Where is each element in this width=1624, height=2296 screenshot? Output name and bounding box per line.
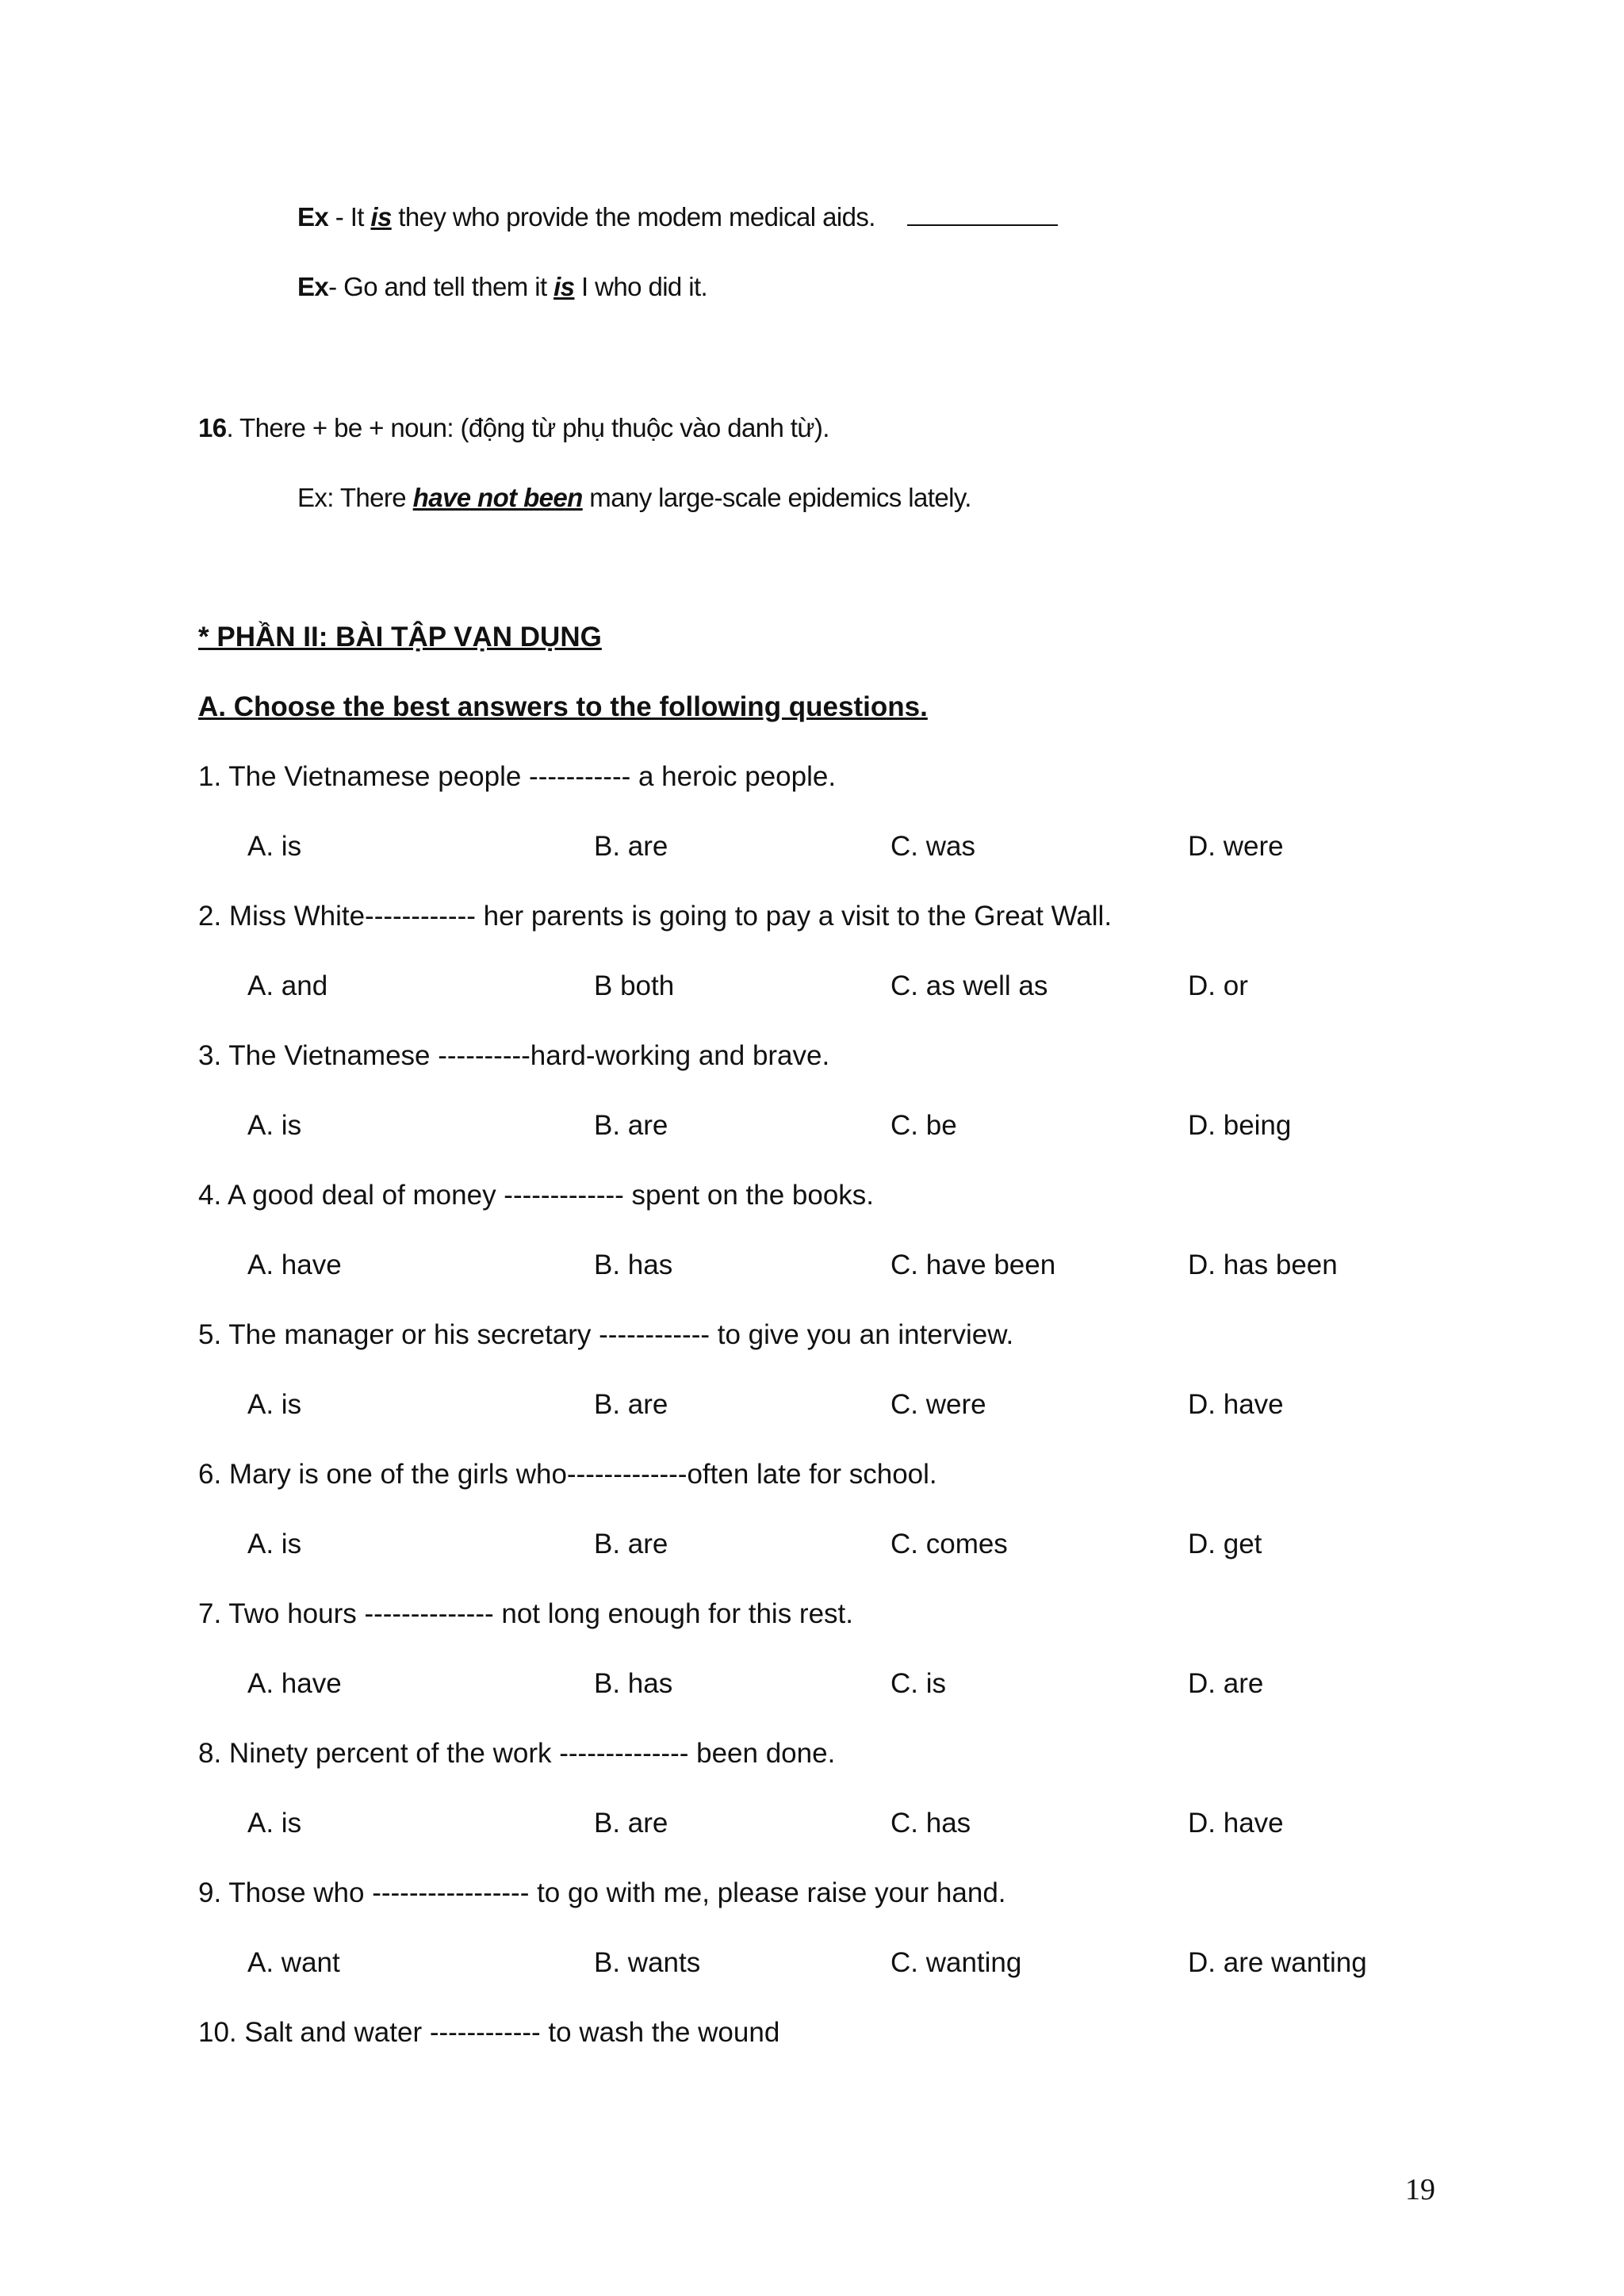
option-c: C. has	[891, 1808, 971, 1839]
option-a: A. have	[247, 1668, 342, 1699]
question-9: 9. Those who ----------------- to go with me, please raise your hand.	[198, 1877, 1006, 1908]
option-a: A. is	[247, 1110, 302, 1141]
option-c: C. be	[891, 1110, 957, 1141]
page-number: 19	[1405, 2173, 1435, 2206]
option-b: B. are	[594, 1110, 668, 1141]
option-d: D. has been	[1188, 1249, 1338, 1280]
question-5: 5. The manager or his secretary ------------ to give you an interview.	[198, 1319, 1014, 1350]
option-c: C. were	[891, 1389, 986, 1420]
example-verb: is	[553, 272, 575, 301]
option-d: D. have	[1188, 1808, 1284, 1839]
option-d: D. have	[1188, 1389, 1284, 1420]
option-c: C. was	[891, 831, 975, 862]
option-c: C. comes	[891, 1529, 1008, 1559]
example-line-2	[297, 270, 707, 304]
option-d: D. or	[1188, 970, 1248, 1001]
option-a: A. is	[247, 831, 302, 862]
question-6: 6. Mary is one of the girls who-------------often late for school.	[198, 1459, 937, 1490]
option-c: C. wanting	[891, 1947, 1022, 1978]
example-label: Ex	[297, 202, 329, 232]
option-a: A. is	[247, 1389, 302, 1420]
option-a: A. is	[247, 1808, 302, 1839]
option-c: C. as well as	[891, 970, 1048, 1001]
option-b: B. has	[594, 1668, 673, 1699]
answer-blank	[907, 201, 1058, 226]
option-b: B both	[594, 970, 675, 1001]
option-b: B. are	[594, 1529, 668, 1559]
rule-number: 16	[198, 413, 227, 442]
option-b: B. wants	[594, 1947, 701, 1978]
option-b: B. has	[594, 1249, 673, 1280]
example-verb: is	[370, 202, 392, 232]
option-d: D. are	[1188, 1668, 1264, 1699]
example-text: I who did it.	[574, 272, 708, 301]
example-text: many large-scale epidemics lately.	[582, 483, 971, 512]
rule-text: . There + be + noun: (động từ phụ thuộc vào danh từ).	[226, 413, 829, 442]
example-separator: - Go and tell them it	[328, 272, 554, 301]
rule-16-example	[297, 480, 971, 515]
part-a-title: A. Choose the best answers to the following questions.	[198, 691, 928, 722]
option-b: B. are	[594, 831, 668, 862]
question-3: 3. The Vietnamese ----------hard-working and brave.	[198, 1040, 830, 1071]
option-c: C. have been	[891, 1249, 1056, 1280]
question-1: 1. The Vietnamese people ----------- a heroic people.	[198, 761, 837, 792]
option-d: D. were	[1188, 831, 1284, 862]
question-10: 10. Salt and water ------------ to wash the wound	[198, 2017, 780, 2048]
option-a: A. want	[247, 1947, 340, 1978]
example-prefix: Ex: There	[297, 483, 413, 512]
example-separator: - It	[328, 202, 371, 232]
option-a: A. and	[247, 970, 328, 1001]
option-b: B. are	[594, 1389, 668, 1420]
option-d: D. being	[1188, 1110, 1292, 1141]
example-verb: have not been	[412, 483, 583, 512]
option-c: C. is	[891, 1668, 946, 1699]
example-label: Ex	[297, 272, 329, 301]
question-7: 7. Two hours -------------- not long enough for this rest.	[198, 1598, 853, 1629]
option-d: D. get	[1188, 1529, 1262, 1559]
rule-16	[198, 411, 829, 446]
example-text: they who provide the modem medical aids.	[391, 202, 875, 232]
option-a: A. have	[247, 1249, 342, 1280]
question-2: 2. Miss White------------ her parents is going to pay a visit to the Great Wall.	[198, 901, 1113, 932]
question-4: 4. A good deal of money ------------- spent on the books.	[198, 1180, 875, 1211]
question-8: 8. Ninety percent of the work -------------- been done.	[198, 1738, 836, 1769]
option-d: D. are wanting	[1188, 1947, 1367, 1978]
example-line-1	[297, 200, 1058, 235]
section-title: * PHẦN II: BÀI TẬP VẠN DỤNG	[198, 622, 602, 652]
option-a: A. is	[247, 1529, 302, 1559]
option-b: B. are	[594, 1808, 668, 1839]
